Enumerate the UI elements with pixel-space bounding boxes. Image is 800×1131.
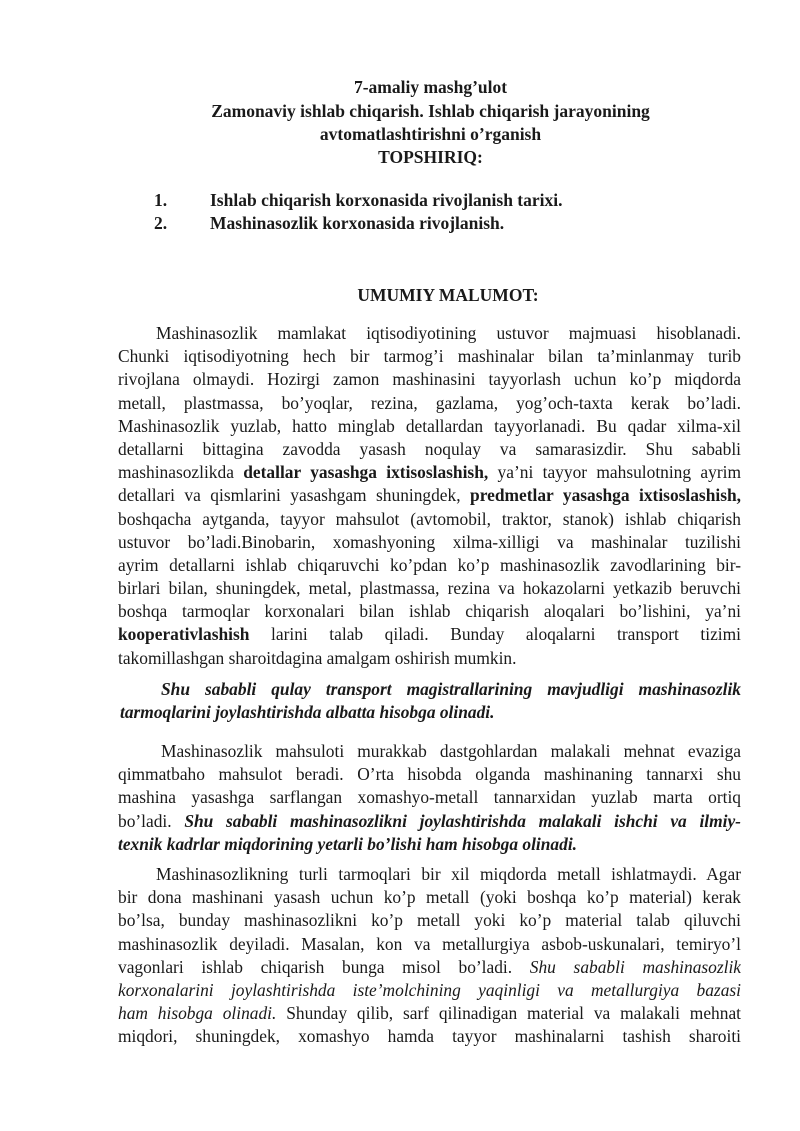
task-item <box>154 189 563 211</box>
text-line <box>118 810 741 833</box>
text-line: takomillashgan sharoitdagina amalgam oshirish mumkin. <box>118 647 517 668</box>
text-run: Shunday qilib, sarf qilinadigan material va malakali mehnat <box>276 1003 741 1024</box>
text-line: mashina yasashga sarflangan xomashyo-metall tannarxidan yuzlab marta ortiq <box>118 787 741 808</box>
text-line: ustuvor bo’ladi.Binobarin, xomashyoning xilma-xilligi va mashinalar tuzilishi <box>118 531 741 552</box>
text-line <box>118 956 741 979</box>
text-run: ya’ni tayyor mahsulotning ayrim <box>488 462 741 483</box>
exercise-title-line-2: avtomatlashtirishni o’rganish <box>319 124 542 144</box>
paragraph-metal <box>118 863 741 1049</box>
exercise-number: 7-amaliy mashg’ulot <box>353 77 508 97</box>
task-number: 1. <box>154 190 168 210</box>
text-line: ayrim detallarni ishlab chiqaruvchi ko’pdan ko’p mashinasozlik zavodlarining bir- <box>118 554 741 575</box>
text-run: detallari va qismlarini yasashgam shuningdek, <box>118 485 471 506</box>
text-line: texnik kadrlar miqdorining yetarli bo’lishi ham hisobga olinadi. <box>118 833 578 854</box>
text-line: qimmatbaho mahsulot beradi. O’rta hisobda olganda mashinaning tannarxi shu <box>118 764 741 785</box>
assignment-heading: TOPSHIRIQ: <box>378 147 483 167</box>
exercise-title-line-1: Zamonaviy ishlab chiqarish. Ishlab chiqarish jarayonining <box>211 101 650 121</box>
text-line: detallarni bittagina zavodda yasash noqulay va samarasizdir. Shu sababli <box>118 438 741 459</box>
emphasis-text: Shu sababli mashinasozlikni joylashtirishda malakali ishchi va ilmiy- <box>184 810 741 831</box>
text-line: rivojlana olmaydi. Hozirgi zamon mashinasini tayyorlash uchun ko’p miqdorda <box>118 369 741 390</box>
text-line <box>118 623 741 646</box>
paragraph-general <box>118 322 741 670</box>
text-run: vagonlari ishlab chiqarish bunga misol bo’ladi. <box>118 956 530 977</box>
bold-term: kooperativlashish <box>118 624 250 645</box>
text-line: korxonalarini joylashtirishda iste’molchining yaqinligi va metallurgiya bazasi <box>118 979 741 1000</box>
bold-term: detallar yasashga ixtisoslashish, <box>243 462 489 483</box>
italic-text: ham hisobga olinadi. <box>118 1003 277 1024</box>
text-line: bo’lsa, bunday mashinasozlikni ko’p metall yoki ko’p material talab qiluvchi <box>118 910 741 931</box>
task-number: 2. <box>154 213 168 233</box>
text-line: Shu sababli qulay transport magistrallarining mavjudligi mashinasozlik <box>161 679 741 699</box>
text-line: mashinasozlik deyiladi. Masalan, kon va metallurgiya asbob-uskunalari, temiryo’l <box>118 933 741 954</box>
section-title: UMUMIY MALUMOT: <box>357 285 539 305</box>
text-line: tarmoqlarini joylashtirishda albatta hisobga olinadi. <box>120 702 495 723</box>
text-line: Mashinasozlik mamlakat iqtisodiyotining ustuvor majmuasi hisoblanadi. <box>156 323 741 343</box>
paragraph-emphasis-transport <box>118 678 741 724</box>
task-text: Ishlab chiqarish korxonasida rivojlanish tarixi. <box>210 190 563 210</box>
text-line: bir dona mashinani yasash uchun ko’p metall (yoki boshqa ko’p material) kerak <box>118 887 741 908</box>
text-line: boshqa tarmoqlar korxonalari bilan ishlab chiqarish aloqalari bo’lishini, ya’ni <box>118 601 741 622</box>
text-line <box>118 461 741 484</box>
text-line: metall, plastmassa, bo’yoqlar, rezina, gazlama, yog’och-taxta kerak bo’ladi. <box>118 392 741 413</box>
text-line: miqdori, shuningdek, xomashyo hamda tayyor mashinalarni tashish sharoiti <box>118 1026 741 1047</box>
text-line <box>118 1002 741 1025</box>
text-run: mashinasozlikda <box>118 462 244 483</box>
task-item <box>154 212 504 234</box>
text-line <box>118 484 741 507</box>
bold-term: predmetlar yasashga ixtisoslashish, <box>470 485 741 506</box>
text-run: larini talab qiladi. Bunday aloqalarni transport tizimi <box>249 624 741 645</box>
paragraph-labor <box>118 740 741 856</box>
text-line: Mashinasozlik mahsuloti murakkab dastgohlardan malakali mehnat evaziga <box>161 741 741 761</box>
text-line: birlari bilan, shuningdek, metal, plastmassa, rezina va hokazolarni yetkazib beruvchi <box>118 578 741 599</box>
text-line: Mashinasozlik yuzlab, hatto minglab detallardan tayyorlanadi. Bu qadar xilma-xil <box>118 415 741 436</box>
text-line: Mashinasozlikning turli tarmoqlari bir xil miqdorda metall ishlatmaydi. Agar <box>156 864 741 884</box>
text-line: Chunki iqtisodiyotning hech bir tarmog’i mashinalar bilan ta’minlanmay turib <box>118 346 741 367</box>
text-line: boshqacha aytganda, tayyor mahsulot (avtomobil, traktor, stanok) ishlab chiqarish <box>118 508 741 529</box>
text-run: bo’ladi. <box>118 810 185 831</box>
task-text: Mashinasozlik korxonasida rivojlanish. <box>210 213 505 233</box>
italic-text: Shu sababli mashinasozlik <box>529 956 741 977</box>
